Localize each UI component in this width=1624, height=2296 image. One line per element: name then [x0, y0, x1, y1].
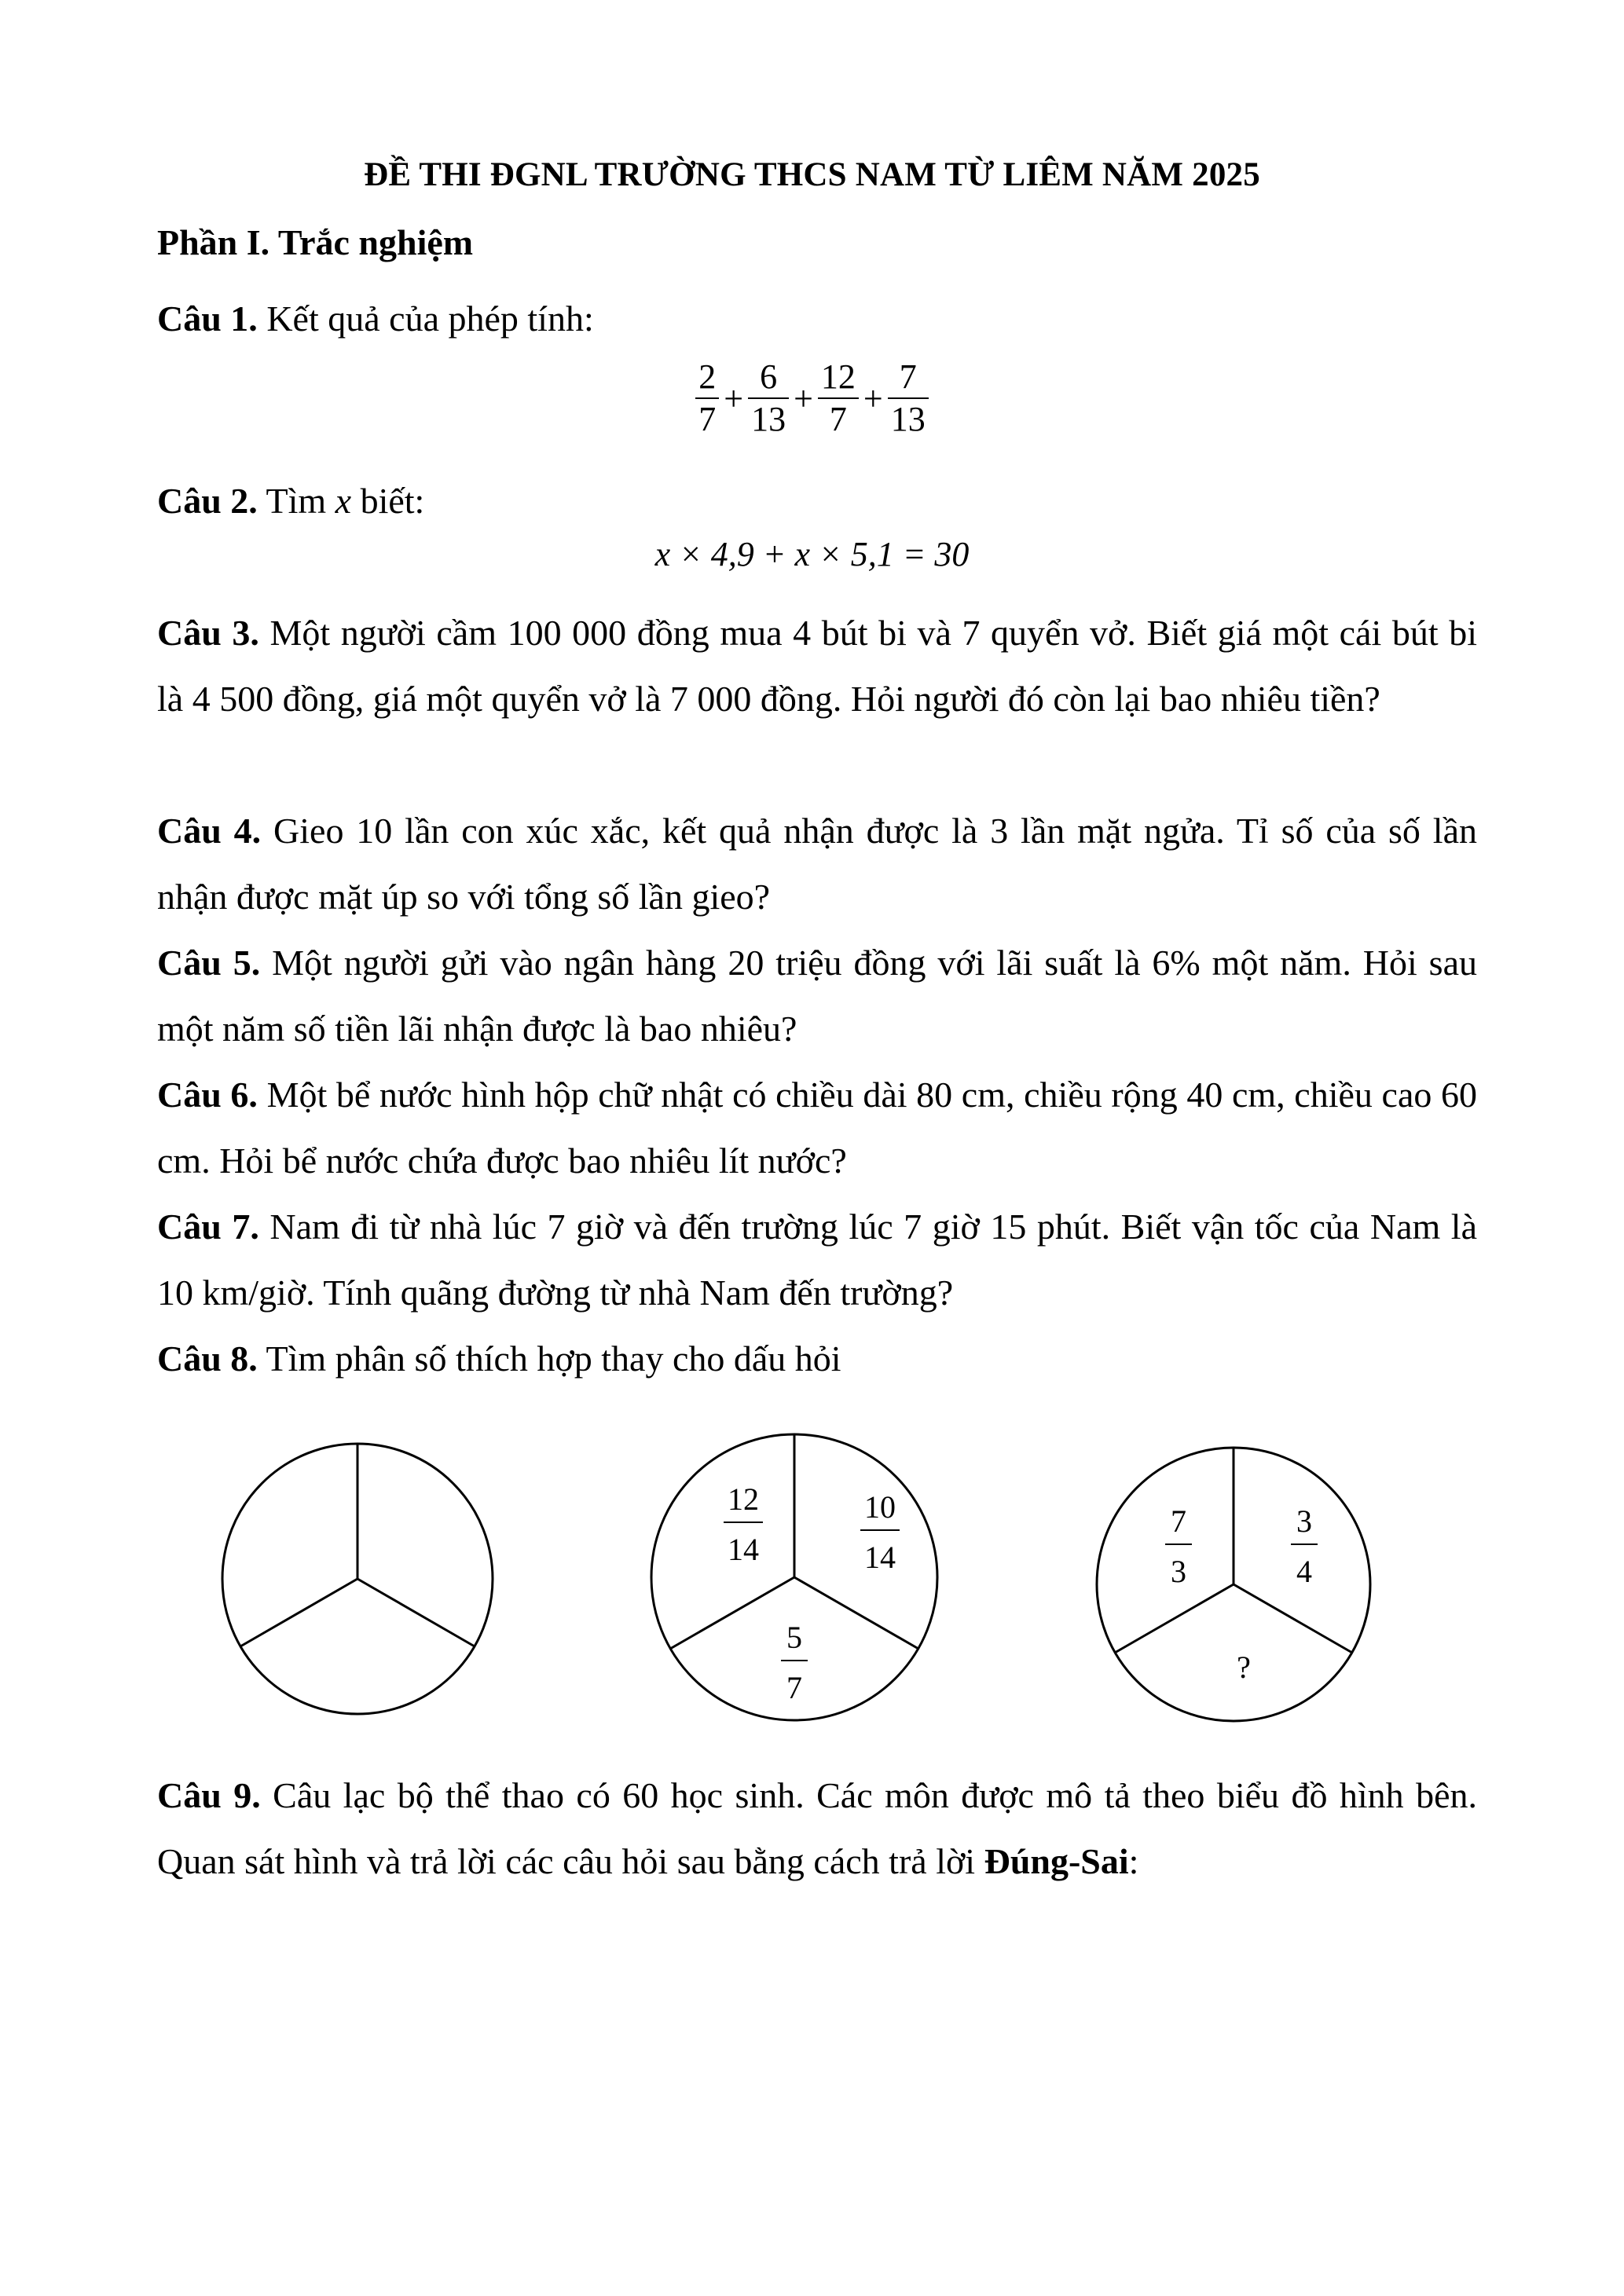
question-4-text: Gieo 10 lần con xúc xắc, kết quả nhận được là 3 lần mặt ngửa. Tỉ số của số lần nhận được mặt úp so với tổng số lần gieo? — [157, 811, 1477, 917]
question-4-label: Câu 4. — [157, 811, 262, 851]
circle3-top-left-num: 7 — [1171, 1503, 1186, 1539]
circle3-top-right-den: 4 — [1296, 1554, 1312, 1589]
circle2-top-left-den: 14 — [728, 1532, 759, 1567]
question-8-label: Câu 8. — [157, 1338, 258, 1379]
question-3-label: Câu 3. — [157, 613, 259, 653]
circle2-top-right-den: 14 — [864, 1540, 896, 1575]
question-7-label: Câu 7. — [157, 1207, 259, 1247]
question-9-text: Câu lạc bộ thể thao có 60 học sinh. Các môn được mô tả theo biểu đồ hình bên. Quan sát hình và trả lời các câu hỏi sau bằng cách trả lời — [157, 1775, 1477, 1881]
fraction: $\frac{2}{7}$ — [695, 357, 719, 440]
empty-circle — [222, 1444, 493, 1714]
fraction: $\frac{7}{13}$ — [888, 357, 929, 440]
question-6-text: Một bể nước hình hộp chữ nhật có chiều dài 80 cm, chiều rộng 40 cm, chiều cao 60 cm. Hỏi bể nước chứa được bao nhiêu lít nước? — [157, 1075, 1477, 1181]
question-5-label: Câu 5. — [157, 943, 261, 983]
question-9: Câu 9. Câu lạc bộ thể thao có 60 học sinh. Các môn được mô tả theo biểu đồ hình bên. Quan sát hình và trả lời các câu hỏi sau bằng cách trả lời Đúng-Sai: — [157, 1775, 1477, 1881]
question-2-expression: x × 4,9 + x × 5,1 = 30 — [654, 535, 970, 573]
question-9-label: Câu 9. — [157, 1775, 261, 1815]
circle3-top-left-den: 3 — [1171, 1554, 1186, 1589]
question-3-text: Một người cầm 100 000 đồng mua 4 bút bi và 7 quyển vở. Biết giá một cái bút bi là 4 500 đồng, giá một quyển vở là 7 000 đồng. Hỏi người đó còn lại bao nhiêu tiền? — [157, 613, 1477, 719]
fraction: $\frac{6}{13}$ — [748, 357, 789, 440]
question-8-text: Tìm phân số thích hợp thay cho dấu hỏi — [257, 1338, 841, 1379]
question-5-text: Một người gửi vào ngân hàng 20 triệu đồng với lãi suất là 6% một năm. Hỏi sau một năm số tiền lãi nhận được là bao nhiêu? — [157, 943, 1477, 1049]
circle2-top-right-num: 10 — [864, 1489, 896, 1525]
fraction: $\frac{12}{7}$ — [818, 357, 859, 440]
question-1-text: Kết quả của phép tính: — [257, 298, 594, 339]
question-1-label: Câu 1. — [157, 298, 258, 339]
true-false-label: Đúng-Sai — [984, 1841, 1129, 1881]
variable-x: x — [335, 481, 352, 521]
question-2: Câu 2. Tìm x biết: — [157, 481, 425, 521]
circle3-top-right-num: 3 — [1296, 1503, 1312, 1539]
question-circle — [1097, 1448, 1370, 1721]
question-2-label: Câu 2. — [157, 481, 258, 521]
circle2-bottom-den: 7 — [786, 1670, 802, 1705]
plus-sign: + — [863, 379, 883, 418]
plus-sign: + — [794, 379, 813, 418]
circle3-question-mark: ? — [1237, 1650, 1251, 1685]
circle2-top-left-num: 12 — [728, 1481, 759, 1517]
question-7-text: Nam đi từ nhà lúc 7 giờ và đến trường lúc 7 giờ 15 phút. Biết vận tốc của Nam là 10 km/giờ. Tính quãng đường từ nhà Nam đến trường? — [157, 1207, 1478, 1313]
plus-sign: + — [724, 379, 744, 418]
section-heading: Phần I. Trắc nghiệm — [157, 222, 474, 262]
circle2-bottom-num: 5 — [786, 1620, 802, 1655]
question-6-label: Câu 6. — [157, 1075, 258, 1115]
exam-title: ĐỀ THI ĐGNL TRƯỜNG THCS NAM TỪ LIÊM NĂM 2025 — [364, 156, 1260, 193]
